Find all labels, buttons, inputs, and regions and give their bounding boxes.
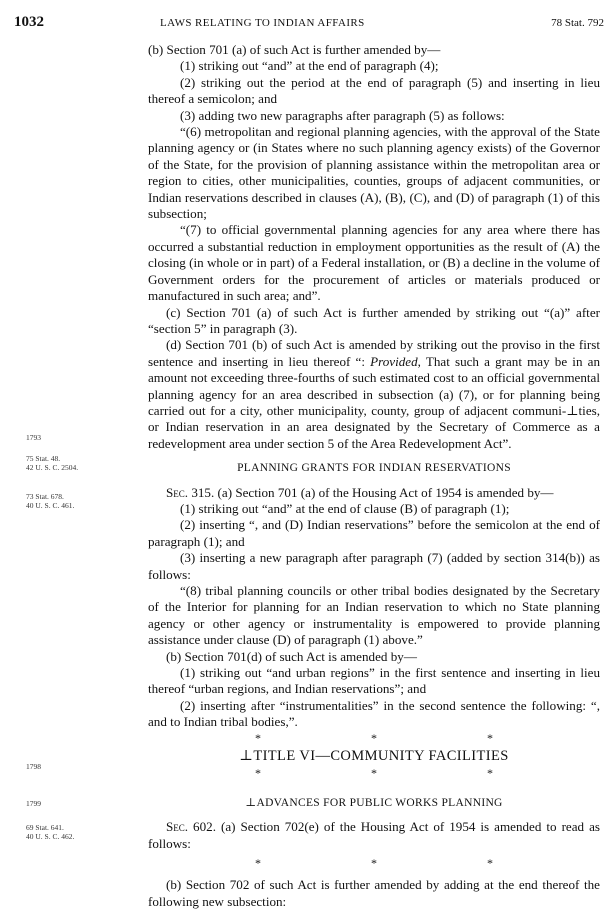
- star: *: [255, 856, 261, 871]
- section-315-b-clause-2: (2) inserting after “instrumentalities” in the second sentence the following: “, and to Indian tribal bodies,”.: [148, 697, 600, 730]
- omission-stars-1: [148, 731, 600, 746]
- paragraph-d-part2: , That such a grant may be in an amount not exceeding three-fourths of such estimated cost to an official governmental planning agency for an area described in subsection (a) (7), or for planning being carried out for a city, other municipality, county, group of adjacent communi-⊥ties, or Indian reservation in an area designated by the Secretary of Commerce as a redevelopment area under section 5 of the Area Redevelopment Act”.: [148, 353, 600, 451]
- star: *: [255, 730, 261, 745]
- section-315-clause-3: (3) inserting a new paragraph after paragraph (7) (added by section 314(b)) as follows:: [148, 550, 600, 582]
- margin-note-69-stat: 69 Stat. 641.: [26, 823, 64, 832]
- paragraph-d-part1: (d) Section 701 (b) of such Act is amended by striking out the proviso in the first sentence and inserting in lieu thereof “:: [148, 337, 600, 369]
- section-315-clause-2: (2) inserting “, and (D) Indian reservations” before the semicolon at the end of paragraph (1); and: [148, 517, 600, 549]
- star: *: [371, 856, 377, 871]
- section-602-b: (b) Section 702 of such Act is further amended by adding at the end thereof the following new subsection:: [148, 877, 600, 909]
- running-header-title: LAWS RELATING TO INDIAN AFFAIRS: [160, 17, 365, 29]
- section-315-a-text: 315. (a) Section 701 (a) of the Housing Act of 1954 is amended by—: [188, 484, 554, 500]
- section-heading-planning-grants: PLANNING GRANTS FOR INDIAN RESERVATIONS: [237, 462, 511, 475]
- paragraph-c: (c) Section 701 (a) of such Act is further amended by striking out “(a)” after “section 5” in paragraph (3).: [148, 304, 600, 336]
- margin-note-1799: 1799: [26, 799, 41, 808]
- section-315-b-clause-1: (1) striking out “and urban regions” in the first sentence and inserting in lieu thereof “urban regions, and Indian reservations”; and: [148, 665, 600, 697]
- margin-note-1793: 1793: [26, 433, 41, 442]
- section-315-clause-1: (1) striking out “and” at the end of clause (B) of paragraph (1);: [180, 500, 510, 516]
- section-602-a: [148, 819, 600, 852]
- margin-note-73-stat: 73 Stat. 678.: [26, 492, 64, 501]
- statute-reference: 78 Stat. 792: [551, 17, 604, 29]
- star: *: [371, 730, 377, 745]
- margin-note-1798: 1798: [26, 762, 41, 771]
- new-paragraph-6: “(6) metropolitan and regional planning agencies, with the approval of the State planning agency or (in States where no such planning agency exists) of the Governor of the State, for the provision of planning assistance within the metropolitan area or region to cities, other municipalities, counties, groups of adjacent communities, or Indian reservations described in clauses (A), (B), (C), and (D) of paragraph (1) of this subsection;: [148, 124, 600, 222]
- star: *: [487, 730, 493, 745]
- margin-note-40-usc-462: 40 U. S. C. 462.: [26, 832, 75, 841]
- star: *: [371, 766, 377, 781]
- paragraph-b: (b) Section 701 (a) of such Act is further amended by—: [148, 42, 441, 57]
- clause-2: (2) striking out the period at the end of paragraph (5) and inserting in lieu thereof a semicolon; and: [148, 74, 600, 107]
- clause-1: (1) striking out “and” at the end of paragraph (4);: [180, 58, 439, 74]
- margin-note-42-usc: 42 U. S. C. 2504.: [26, 463, 79, 472]
- new-paragraph-7: “(7) to official governmental planning agencies for any area where there has occurred a substantial reduction in employment opportunities as the result of (A) the closing (in whole or in part) of a Federal installation, or (B) a decline in the volume of Government orders for the procurement of articles or materials produced or manufactured in such area; and”.: [148, 222, 600, 304]
- provided-italic: Provided: [370, 353, 418, 369]
- star: *: [487, 856, 493, 871]
- clause-3: (3) adding two new paragraphs after paragraph (5) as follows:: [180, 107, 505, 123]
- omission-stars-3: [148, 856, 600, 871]
- margin-note-75-stat: 75 Stat. 48.: [26, 454, 61, 463]
- main-text: [148, 42, 600, 910]
- star: *: [255, 766, 261, 781]
- star: *: [487, 766, 493, 781]
- margin-note-40-usc-461: 40 U. S. C. 461.: [26, 501, 75, 510]
- section-602-a-text: 602. (a) Section 702(e) of the Housing Act of 1954 is amended to read as follows:: [148, 819, 600, 851]
- sec-label: Sec.: [166, 819, 189, 835]
- paragraph-d: [148, 337, 600, 452]
- page-number: 1032: [14, 14, 44, 30]
- section-315-paragraph-8: “(8) tribal planning councils or other tribal bodies designated by the Secretary of the Interior for planning for an Indian reservation to which no State planning agency or other agency or instrumentality is empowered to provide planning assistance under clause (D) of paragraph (1) above.”: [148, 583, 600, 648]
- section-heading-advances: ⊥ADVANCES FOR PUBLIC WORKS PLANNING: [245, 797, 503, 810]
- title-vi-heading: ⊥TITLE VI—COMMUNITY FACILITIES: [239, 747, 509, 764]
- sec-label: Sec.: [166, 484, 189, 500]
- omission-stars-2: [148, 766, 600, 781]
- section-315-b: (b) Section 701(d) of such Act is amended by—: [166, 648, 417, 664]
- section-315-a: [148, 485, 600, 501]
